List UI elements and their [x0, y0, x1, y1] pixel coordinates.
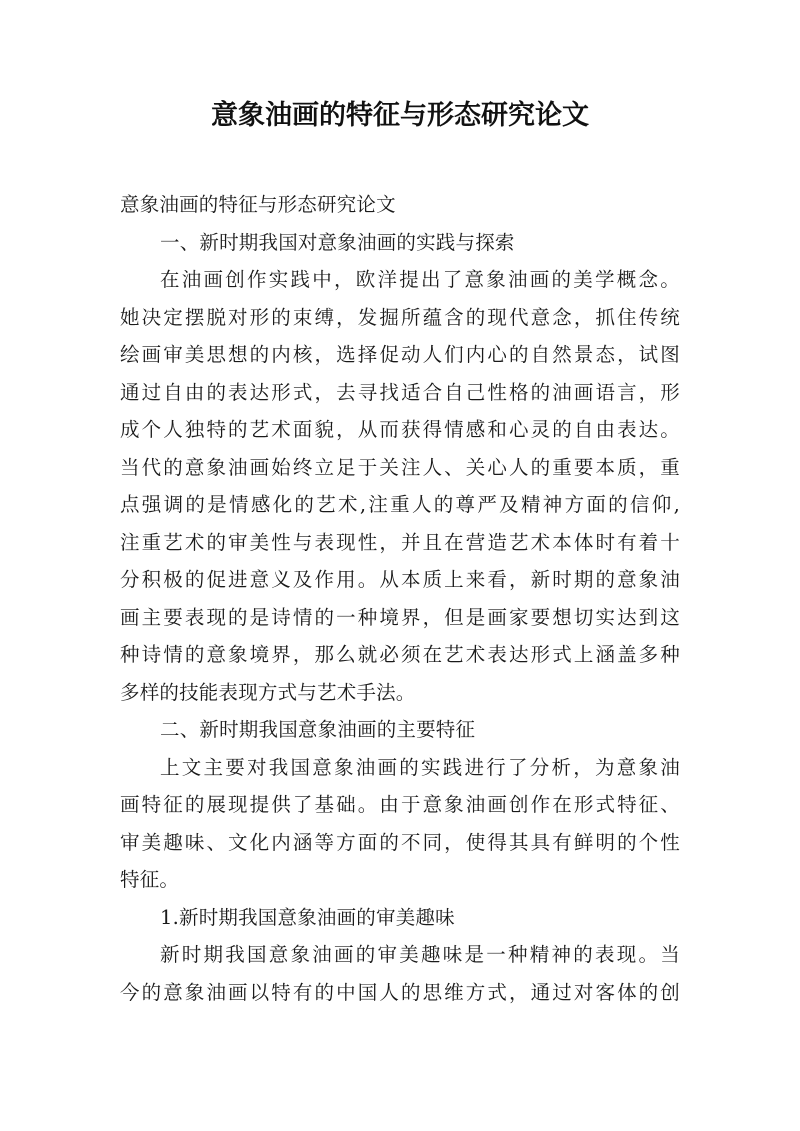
document-title: 意象油画的特征与形态研究论文	[211, 100, 589, 131]
text-line: 通过自由的表达形式，去寻找适合自己性格的油画语言，形	[120, 380, 680, 404]
text-line: 1.新时期我国意象油画的审美趣味	[160, 905, 455, 929]
text-line: 当代的意象油画始终立足于关注人、关心人的重要本质，重	[120, 455, 680, 479]
text-line: 意象油画的特征与形态研究论文	[120, 193, 396, 216]
text-line: 今的意象油画以特有的中国人的思维方式，通过对客体的创	[120, 980, 680, 1004]
text-line: 画特征的展现提供了基础。由于意象油画创作在形式特征、	[120, 793, 680, 816]
text-line: 注重艺术的审美性与表现性，并且在营造艺术本体时有着十	[120, 530, 680, 554]
text-line: 二、新时期我国意象油画的主要特征	[160, 718, 476, 741]
text-line: 绘画审美思想的内核，选择促动人们内心的自然景态，试图	[120, 343, 680, 366]
text-line: 特征。	[120, 868, 180, 891]
text-line: 成个人独特的艺术面貌，从而获得情感和心灵的自由表达。	[120, 418, 680, 441]
text-line: 审美趣味、文化内涵等方面的不同，使得其具有鲜明的个性	[120, 830, 680, 854]
text-line: 分积极的促进意义及作用。从本质上来看，新时期的意象油	[120, 568, 680, 591]
text-line: 种诗情的意象境界，那么就必须在艺术表达形式上涵盖多种	[120, 643, 680, 666]
document-body	[120, 186, 680, 1011]
text-line: 上文主要对我国意象油画的实践进行了分析，为意象油	[160, 755, 680, 779]
text-line: 她决定摆脱对形的束缚，发掘所蕴含的现代意念，抓住传统	[120, 305, 680, 329]
text-line: 在油画创作实践中，欧洋提出了意象油画的美学概念。	[160, 268, 680, 291]
text-line: 新时期我国意象油画的审美趣味是一种精神的表现。当	[160, 943, 680, 966]
text-line: 画主要表现的是诗情的一种境界，但是画家要想切实达到这	[120, 605, 680, 629]
text-line: 一、新时期我国对意象油画的实践与探索	[160, 230, 515, 254]
text-line: 多样的技能表现方式与艺术手法。	[120, 680, 416, 704]
text-line: 点强调的是情感化的艺术,注重人的尊严及精神方面的信仰,	[120, 493, 680, 516]
